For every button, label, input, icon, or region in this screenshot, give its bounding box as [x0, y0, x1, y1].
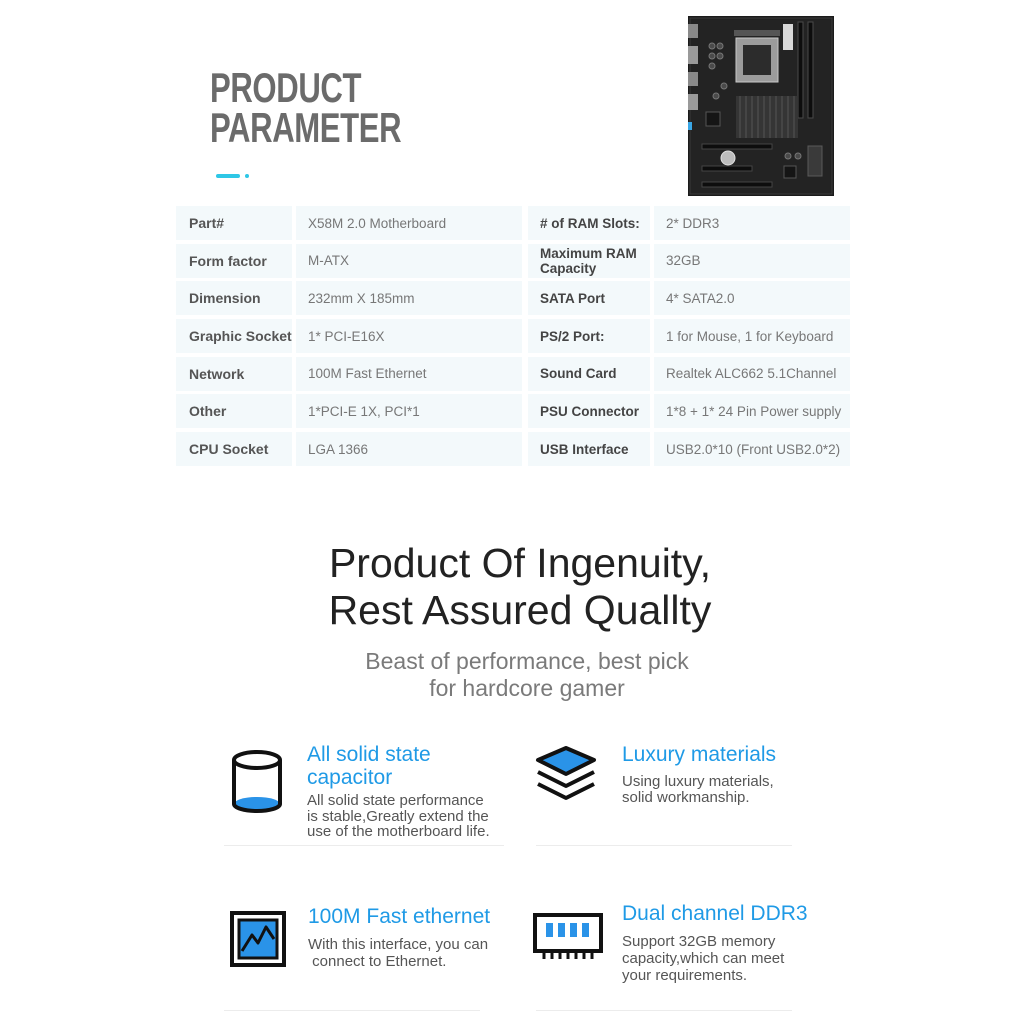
feature-desc-line: use of the motherboard life.: [307, 823, 490, 840]
spec-value: LGA 1366: [296, 432, 522, 466]
subheadline-line2: for hardcore gamer: [429, 675, 625, 701]
spec-row: [176, 281, 850, 315]
spec-value: 4* SATA2.0: [654, 281, 850, 315]
spec-value: USB2.0*10 (Front USB2.0*2): [654, 432, 850, 466]
feature-title-line: All solid state: [307, 743, 431, 766]
divider: [536, 1010, 792, 1011]
layers-icon: [534, 744, 598, 806]
divider: [224, 1010, 480, 1011]
subheadline-line1: Beast of performance, best pick: [365, 648, 689, 674]
spec-value: 1*8 + 1* 24 Pin Power supply: [654, 394, 850, 428]
spec-value: 32GB: [654, 244, 850, 278]
feature-desc-line: capacity,which can meet: [622, 950, 785, 967]
spec-label: CPU Socket: [176, 432, 292, 466]
subheadline: [0, 648, 1024, 702]
spec-label: SATA Port: [528, 281, 650, 315]
feature-ethernet: [308, 905, 528, 970]
divider: [536, 845, 792, 846]
feature-title: Luxury materials: [622, 743, 777, 766]
spec-row: [176, 244, 850, 278]
ethernet-icon: [230, 911, 286, 967]
spec-row: [176, 206, 850, 240]
headline-line1: Product Of Ingenuity,: [328, 540, 712, 586]
spec-label: Dimension: [176, 281, 292, 315]
feature-desc-line: connect to Ethernet.: [308, 953, 447, 970]
feature-title: Dual channel DDR3: [622, 902, 808, 925]
spec-value: 1* PCI-E16X: [296, 319, 522, 353]
spec-label: Maximum RAM Capacity: [528, 244, 650, 278]
feature-capacitor: [307, 743, 527, 840]
section-title-line1: PRODUCT: [210, 64, 362, 111]
feature-title: 100M Fast ethernet: [308, 905, 491, 928]
feature-desc-line: Support 32GB memory: [622, 933, 776, 950]
feature-desc-line: your requirements.: [622, 967, 748, 984]
feature-desc-line: All solid state performance: [307, 792, 484, 809]
spec-label: # of RAM Slots:: [528, 206, 650, 240]
feature-ddr3: [622, 902, 842, 984]
capacitor-icon: [228, 748, 286, 818]
feature-materials: [622, 743, 832, 805]
spec-label: Part#: [176, 206, 292, 240]
divider: [224, 845, 504, 846]
spec-row: [176, 319, 850, 353]
feature-desc-line: solid workmanship.: [622, 788, 750, 806]
spec-value: Realtek ALC662 5.1Channel: [654, 357, 850, 391]
spec-value: 2* DDR3: [654, 206, 850, 240]
spec-row: [176, 432, 850, 466]
spec-label: Graphic Socket: [176, 319, 292, 353]
feature-desc: [308, 936, 528, 970]
section-title: [210, 64, 402, 151]
section-title-line2: PARAMETER: [210, 104, 402, 151]
feature-desc-line: Using luxury materials,: [622, 773, 774, 790]
accent-bar: [216, 174, 240, 178]
feature-desc-line: With this interface, you can: [308, 936, 489, 953]
spec-table: [176, 206, 850, 470]
feature-desc: [307, 793, 527, 840]
feature-title-line: capacitor: [307, 766, 393, 789]
spec-value: 1*PCI-E 1X, PCI*1: [296, 394, 522, 428]
spec-value: M-ATX: [296, 244, 522, 278]
feature-desc: [622, 774, 832, 805]
headline: [0, 540, 1024, 634]
spec-row: [176, 394, 850, 428]
spec-label: PSU Connector: [528, 394, 650, 428]
accent-dot: [245, 174, 249, 178]
spec-label: Other: [176, 394, 292, 428]
feature-desc: [622, 933, 842, 984]
motherboard-image: [688, 16, 834, 196]
spec-label: USB Interface: [528, 432, 650, 466]
spec-value: X58M 2.0 Motherboard: [296, 206, 522, 240]
spec-row: [176, 357, 850, 391]
memory-icon: [532, 912, 604, 962]
spec-label: Sound Card: [528, 357, 650, 391]
headline-line2: Rest Assured Quallty: [328, 587, 712, 633]
spec-label: PS/2 Port:: [528, 319, 650, 353]
spec-value: 100M Fast Ethernet: [296, 357, 522, 391]
spec-label: Network: [176, 357, 292, 391]
feature-title: [307, 743, 527, 789]
spec-value: 1 for Mouse, 1 for Keyboard: [654, 319, 850, 353]
feature-desc-line: is stable,Greatly extend the: [307, 807, 489, 825]
spec-value: 232mm X 185mm: [296, 281, 522, 315]
spec-label: Form factor: [176, 244, 292, 278]
